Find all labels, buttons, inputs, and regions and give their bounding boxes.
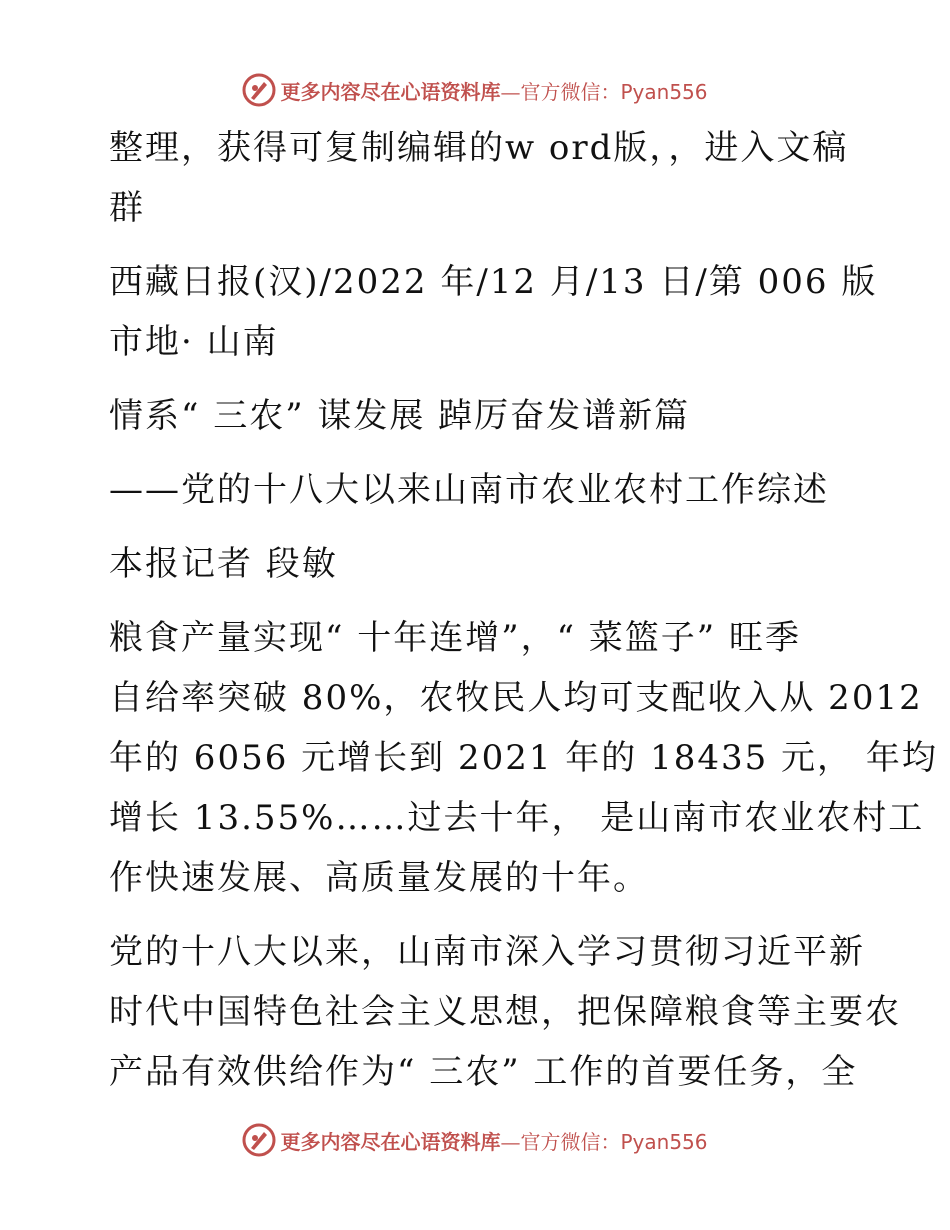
text-line: 自给率突破 80%，农牧民人均可支配收入从 2012 [109, 678, 923, 718]
body-paragraph [97, 922, 901, 1102]
watermark-contact-label: 官方微信： [520, 79, 621, 104]
watermark-text [280, 1126, 707, 1155]
body-paragraph [97, 608, 938, 908]
intro-paragraph [97, 118, 857, 238]
text-line: 年的 6056 元增长到 2021 年的 18435 元， 年均 [109, 738, 938, 778]
watermark-account: Pyan556 [620, 79, 708, 104]
byline [97, 534, 857, 594]
watermark-dash: — [500, 1129, 521, 1154]
quill-logo-icon [242, 1123, 276, 1157]
text-line: 产品有效供给作为“ 三农” 工作的首要任务，全 [109, 1052, 858, 1092]
article-title [97, 386, 857, 446]
document-body [97, 118, 938, 1116]
text-line: 市地· 山南 [109, 322, 279, 362]
watermark-contact-label: 官方微信： [520, 1129, 621, 1154]
text-line: 西藏日报(汉)/2022 年/12 月/13 日/第 006 版 [109, 262, 878, 302]
watermark-account: Pyan556 [620, 1129, 708, 1154]
article-subtitle [97, 460, 857, 520]
source-line [97, 252, 878, 372]
text-line: 本报记者 段敏 [109, 544, 338, 584]
text-line: 整理，获得可复制编辑的w ord版，，进入文稿 [109, 128, 849, 168]
watermark-main-text: 更多内容尽在心语资料库 [280, 79, 501, 104]
text-line: 粮食产量实现“ 十年连增”，“ 菜篮子” 旺季 [109, 618, 801, 658]
footer-watermark [0, 1120, 950, 1160]
quill-logo-icon [242, 73, 276, 107]
text-line: ——党的十八大以来山南市农业农村工作综述 [109, 470, 829, 510]
watermark-text [280, 76, 707, 105]
text-line: 时代中国特色社会主义思想，把保障粮食等主要农 [109, 992, 901, 1032]
text-line: 党的十八大以来，山南市深入学习贯彻习近平新 [109, 932, 865, 972]
text-line: 群 [109, 188, 145, 228]
header-watermark [0, 70, 950, 110]
text-line: 增长 13.55%……过去十年， 是山南市农业农村工 [109, 798, 925, 838]
watermark-main-text: 更多内容尽在心语资料库 [280, 1129, 501, 1154]
text-line: 情系“ 三农” 谋发展 踔厉奋发谱新篇 [109, 396, 691, 436]
text-line: 作快速发展、高质量发展的十年。 [109, 858, 649, 898]
watermark-dash: — [500, 79, 521, 104]
